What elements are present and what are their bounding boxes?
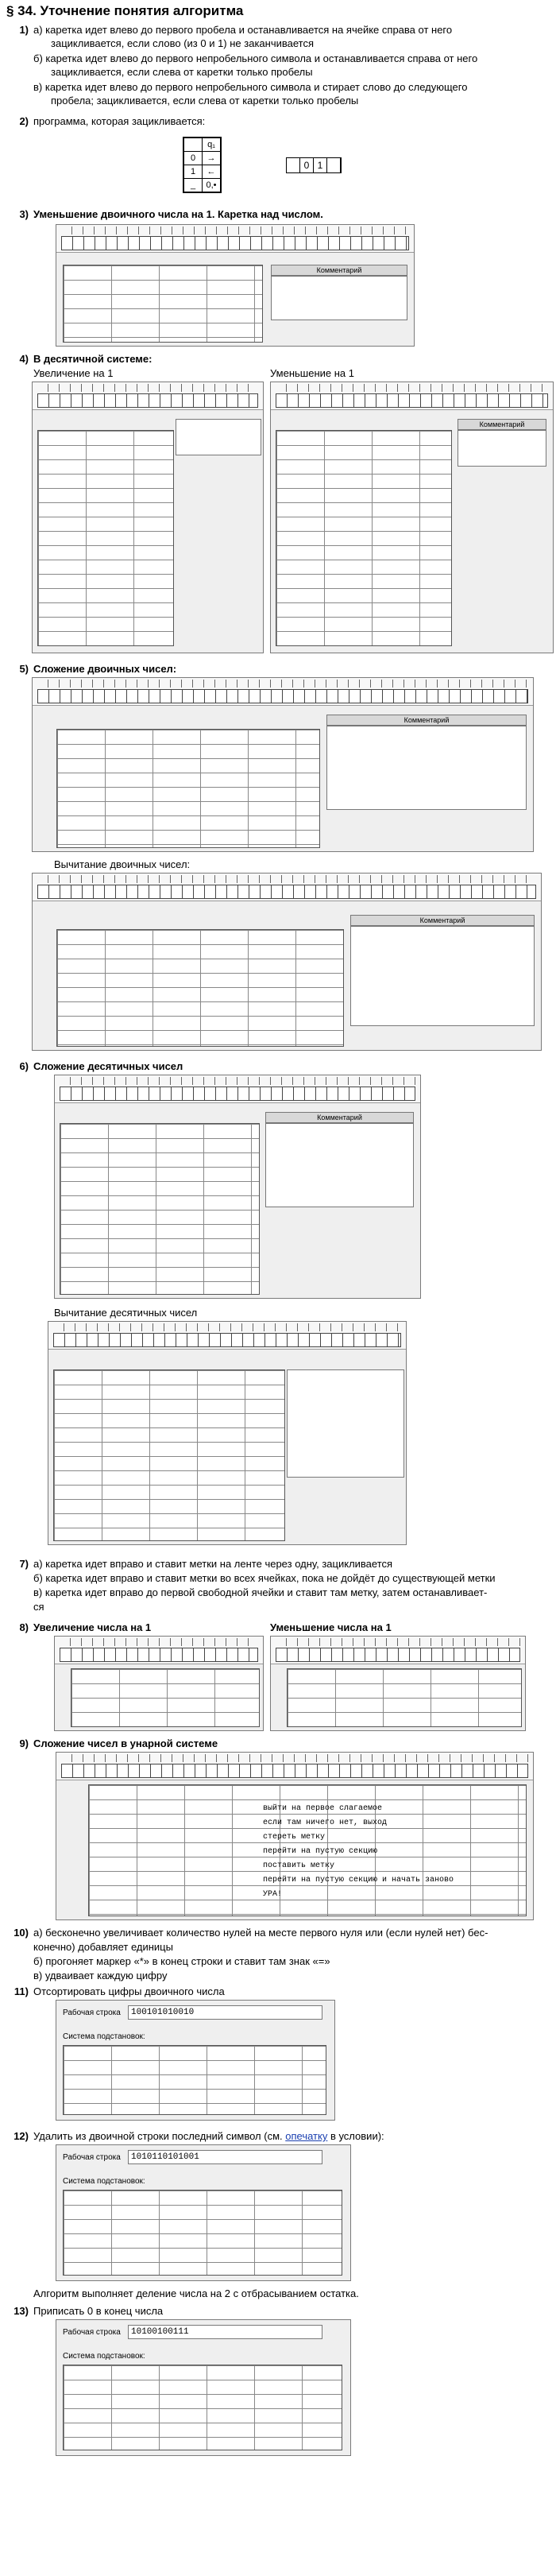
item-7-c: в) каретка идет вправо до первой свободной ячейки и ставит там метку, затем останавливает- <box>33 1586 488 1598</box>
loop-tape: 0 1 <box>286 157 342 173</box>
screenshot-binary-sub: Комментарий <box>32 873 542 1051</box>
caption-binary-sub: Вычитание двоичных чисел: <box>54 858 191 870</box>
item-12: 12) Удалить из двоичной строки последний символ (см. опечатку в условии): <box>14 2130 384 2142</box>
item-10-a: 10) а) бесконечно увеличивает количество нулей на месте первого нуля или (если нулей нет) бес- <box>14 1927 488 1939</box>
item-1-c2: пробела; зацикливается, если слева от каретки только пробелы <box>51 95 359 107</box>
unary-comments: выйти на первое слагаемое если там ничего нет, выход стереть метку перейти на пустую секцию поставить метку перейти на пустую секцию и начать заново УРА! <box>263 1804 454 1899</box>
item-6: 6) Сложение десятичных чисел <box>19 1060 183 1072</box>
screenshot-dec-decrement: Комментарий <box>270 382 554 653</box>
item-7-a: 7) а) каретка идет вправо и ставит метки на ленте через одну, зацикливается <box>19 1558 393 1570</box>
page-title: § 34. Уточнение понятия алгоритма <box>6 3 244 18</box>
screenshot-sort: Рабочая строка 100101010010 Система подстановок: <box>56 2000 335 2121</box>
caption-dec: Уменьшение на 1 <box>270 367 354 379</box>
item-7-b: б) каретка идет вправо и ставит метки во всех ячейках, пока не дойдёт до существующей метки <box>33 1572 496 1584</box>
item-4: 4) В десятичной системе: <box>19 353 153 365</box>
item-10-c: в) удваивает каждую цифру <box>33 1970 168 1981</box>
item-2: 2) программа, которая зацикливается: <box>19 115 206 127</box>
screenshot-unary-dec <box>270 1636 526 1731</box>
screenshot-unary-inc <box>54 1636 264 1731</box>
screenshot-append-zero: Рабочая строка 10100100111 Система подстановок: <box>56 2319 351 2456</box>
item-5: 5) Сложение двоичных чисел: <box>19 663 177 675</box>
caption-unary-dec: Уменьшение числа на 1 <box>270 1621 392 1633</box>
workline-13[interactable]: 10100100111 <box>128 2325 322 2339</box>
loop-program-table: q₁ 0 → 1 ← _ 0,• <box>183 137 222 193</box>
item-13: 13) Приписать 0 в конец числа <box>14 2305 164 2317</box>
item-3: 3) Уменьшение двоичного числа на 1. Каретка над числом. <box>19 208 323 220</box>
screenshot-binary-add: Комментарий <box>32 677 534 852</box>
item-7-c2: ся <box>33 1601 44 1613</box>
caption-inc: Увеличение на 1 <box>33 367 114 379</box>
erratum-link[interactable]: опечатку <box>285 2130 328 2142</box>
screenshot-unary-add <box>56 1752 534 1920</box>
item-9: 9) Сложение чисел в унарной системе <box>19 1737 218 1749</box>
screenshot-dec-add: Комментарий <box>54 1075 421 1299</box>
item-10-a2: конечно) добавляет единицы <box>33 1941 173 1953</box>
workline-12[interactable]: 1010110101001 <box>128 2150 322 2164</box>
item-10-b: б) прогоняет маркер «*» в конец строки и ставит там знак «=» <box>33 1955 330 1967</box>
item-1-a2: зацикливается, если слово (из 0 и 1) не заканчивается <box>51 37 315 49</box>
item-11: 11) Отсортировать цифры двоичного числа <box>14 1985 225 1997</box>
screenshot-dec-sub <box>48 1321 407 1545</box>
item-1-c: в) каретка идет влево до первого непробельного символа и стирает слово до следующего <box>33 81 468 93</box>
item-1-a: 1) а) каретка идет влево до первого пробела и останавливается на ячейке справа от него <box>19 24 453 36</box>
item-1-b2: зацикливается, если слева от каретки только пробелы <box>51 66 313 78</box>
item-8: 8) Увеличение числа на 1 <box>19 1621 152 1633</box>
item-1-b: б) каретка идет влево до первого непробельного символа и останавливается справа от него <box>33 52 478 64</box>
screenshot-remove-last: Рабочая строка 1010110101001 Система подстановок: <box>56 2144 351 2281</box>
workline-11[interactable]: 100101010010 <box>128 2005 322 2020</box>
screenshot-dec-increment <box>32 382 264 653</box>
item-12-note: Алгоритм выполняет деление числа на 2 с отбрасыванием остатка. <box>33 2287 359 2299</box>
screenshot-binary-decrement: Комментарий <box>56 224 415 347</box>
caption-dec-sub: Вычитание десятичных чисел <box>54 1307 198 1319</box>
